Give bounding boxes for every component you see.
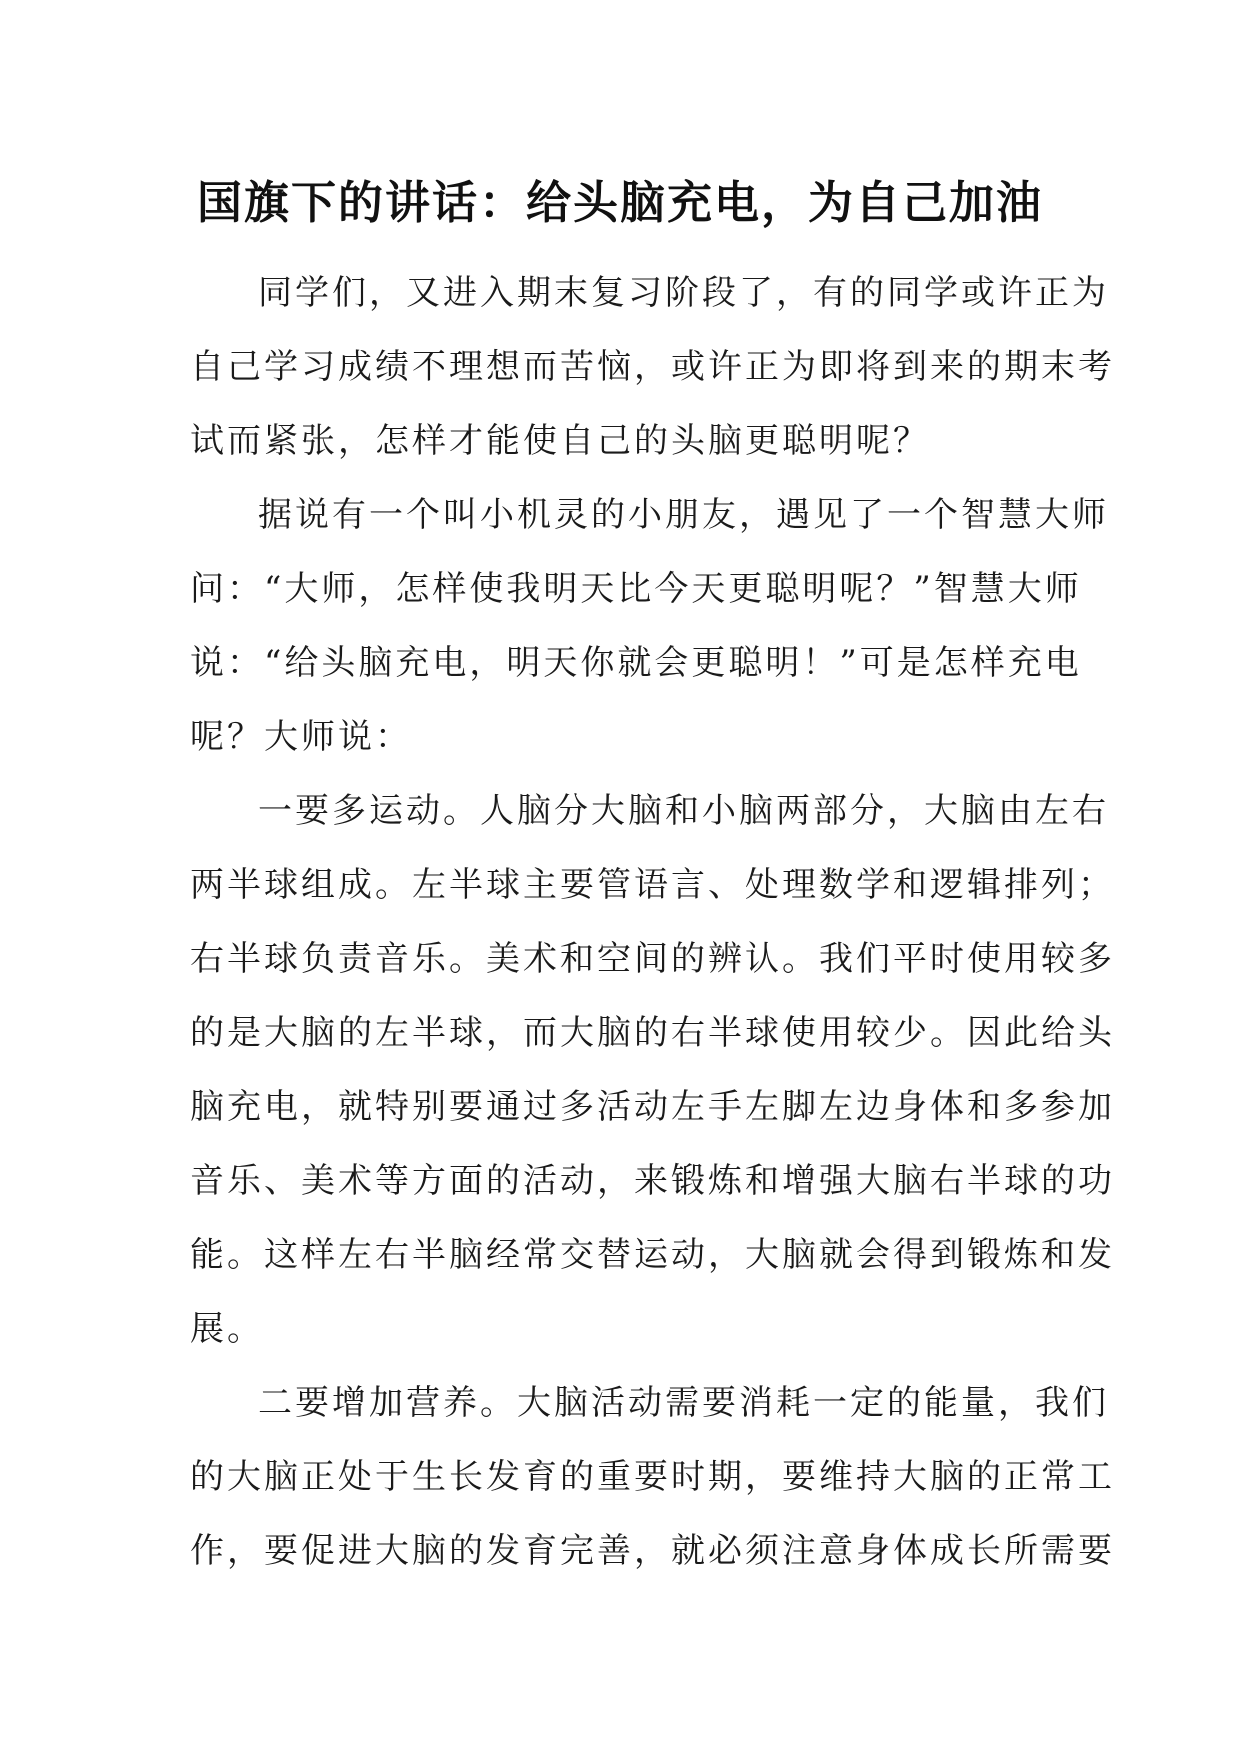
paragraph-line: 作，要促进大脑的发育完善，就必须注意身体成长所需要 [190, 1531, 1115, 1571]
paragraph-line: 一要多运动。人脑分大脑和小脑两部分，大脑由左右 [258, 791, 1109, 831]
paragraph-line: 能。这样左右半脑经常交替运动，大脑就会得到锻炼和发 [190, 1235, 1115, 1275]
paragraph-line: 的是大脑的左半球，而大脑的右半球使用较少。因此给头 [190, 1013, 1115, 1053]
paragraph-line: 同学们，又进入期末复习阶段了，有的同学或许正为 [258, 273, 1109, 313]
document-title: 国旗下的讲话：给头脑充电，为自己加油 [196, 176, 1043, 229]
paragraph-line: 两半球组成。左半球主要管语言、处理数学和逻辑排列； [190, 865, 1115, 905]
paragraph-line: 右半球负责音乐。美术和空间的辨认。我们平时使用较多 [190, 939, 1115, 979]
paragraph-4 [190, 1366, 1115, 1588]
paragraph-3 [190, 774, 1115, 1366]
paragraph-line: 据说有一个叫小机灵的小朋友，遇见了一个智慧大师 [258, 495, 1109, 535]
paragraph-line: 呢？大师说： [190, 717, 412, 757]
paragraph-1 [190, 256, 1115, 478]
paragraph-line: 问：“大师，怎样使我明天比今天更聪明呢？”智慧大师 [190, 569, 1082, 609]
paragraph-line: 说：“给头脑充电，明天你就会更聪明！”可是怎样充电 [190, 643, 1082, 683]
paragraph-line: 二要增加营养。大脑活动需要消耗一定的能量，我们 [258, 1383, 1109, 1423]
paragraph-line: 自己学习成绩不理想而苦恼，或许正为即将到来的期末考 [190, 347, 1115, 387]
paragraph-line: 音乐、美术等方面的活动，来锻炼和增强大脑右半球的功 [190, 1161, 1115, 1201]
paragraph-2 [190, 478, 1109, 774]
paragraph-line: 的大脑正处于生长发育的重要时期，要维持大脑的正常工 [190, 1457, 1115, 1497]
paragraph-line: 展。 [190, 1309, 264, 1349]
document-body [190, 256, 1115, 1588]
paragraph-line: 试而紧张，怎样才能使自己的头脑更聪明呢？ [190, 421, 930, 461]
paragraph-line: 脑充电，就特别要通过多活动左手左脚左边身体和多参加 [190, 1087, 1115, 1127]
